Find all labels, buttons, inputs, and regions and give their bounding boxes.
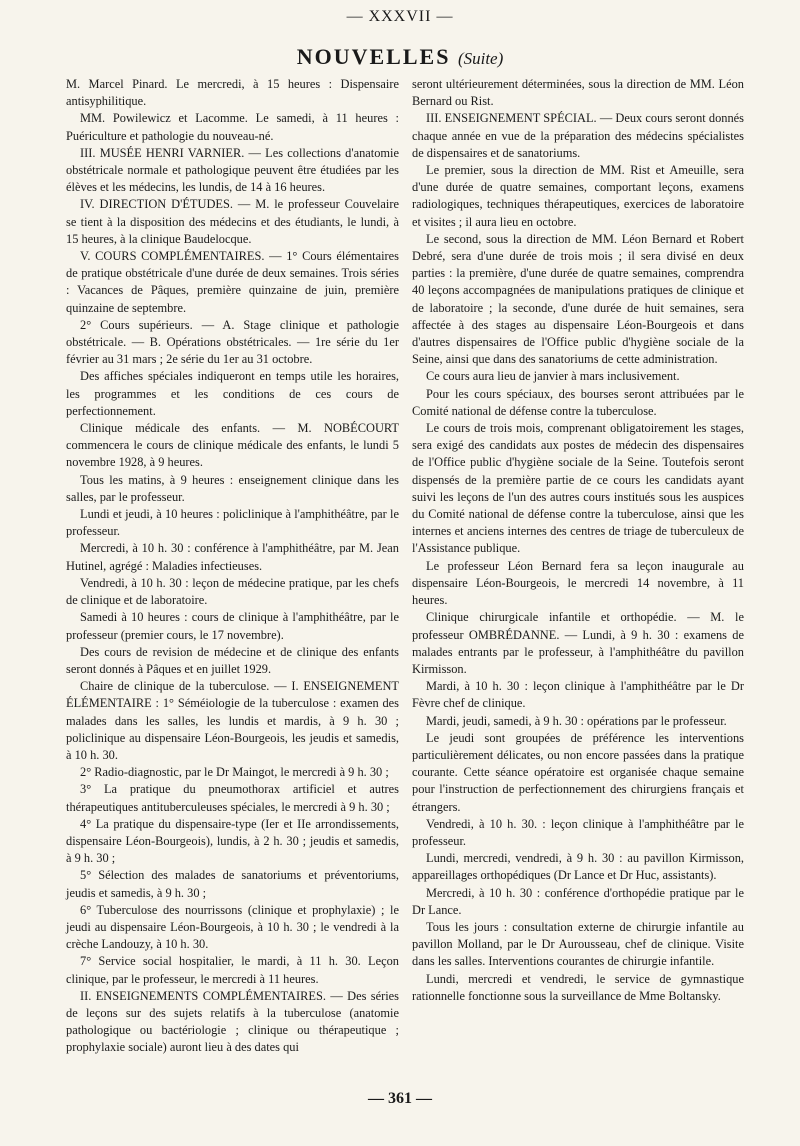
paragraph: Lundi et jeudi, à 10 heures : policlinique à l'amphithéâtre, par le professeur. xyxy=(66,507,399,539)
roman-page-number: — XXXVII — xyxy=(346,8,454,25)
paragraph: Samedi à 10 heures : cours de clinique à l'amphithéâtre, par le professeur (premier cours, le 17 novembre). xyxy=(66,610,399,642)
paragraph: Ce cours aura lieu de janvier à mars inclusivement. xyxy=(426,369,680,384)
paragraph: Le jeudi sont groupées de préférence les interventions particulièrement délicates, ou non encore passées dans la pratique courante. Cette séance opératoire est organisée chaque semaine pour l'instruction de perfectionnement des chirurgiens français et étrangers. xyxy=(412,730,744,814)
paragraph: 2° Cours supérieurs. — A. Stage clinique et pathologie obstétricale. — B. Opérations obstétricales. — 1re série du 1er février au 31 mars ; 2e série du 1er au 31 octobre. xyxy=(66,317,399,367)
paragraph: Vendredi, à 10 h. 30. : leçon clinique à l'amphithéâtre par le professeur. xyxy=(412,816,744,848)
paragraph: 3° La pratique du pneumothorax artificiel et autres thérapeutiques antituberculeuses spéciales, le mercredi à 9 h. 30 ; xyxy=(66,782,399,814)
paragraph: 5° Sélection des malades de sanatoriums et préventoriums, jeudis et samedis, à 9 h. 30 ; xyxy=(66,868,399,900)
paragraph: MM. Powilewicz et Lacomme. Le samedi, à 11 heures : Puériculture et pathologie du nouveau-né. xyxy=(66,111,399,143)
paragraph: Tous les jours : consultation externe de chirurgie infantile au pavillon Molland, par le Dr Aurousseau, chef de clinique. Visite dans les salles. Interventions courantes de chirurgie infantile. xyxy=(412,919,744,969)
paragraph: III. MUSÉE HENRI VARNIER. — Les collections d'anatomie obstétricale normale et pathologique peuvent être étudiées par les élèves et les médecins, les lundis, de 14 à 16 heures. xyxy=(66,145,399,195)
paragraph: seront ultérieurement déterminées, sous la direction de MM. Léon Bernard ou Rist. xyxy=(412,77,744,109)
paragraph: Le premier, sous la direction de MM. Rist et Ameuille, sera d'une durée de quatre semaines, comportant leçons, examens radiologiques, techniques thérapeutiques, exercices de laboratoire et visites ; il aura lieu en octobre. xyxy=(412,163,744,229)
paragraph: IV. DIRECTION D'ÉTUDES. — M. le professeur Couvelaire se tient à la disposition des médecins et des étudiants, le lundi, à 15 heures, à la clinique Baudelocque. xyxy=(66,197,399,246)
left-column xyxy=(66,76,399,1057)
title-text: NOUVELLES xyxy=(296,44,451,69)
page-number: — 361 — xyxy=(368,1090,432,1107)
paragraph: Mercredi, à 10 h. 30 : conférence d'orthopédie pratique par le Dr Lance. xyxy=(412,885,744,917)
paragraph: 6° Tuberculose des nourrissons (clinique et prophylaxie) ; le jeudi au dispensaire Léon-Bourgeois, à 10 h. 30 ; le vendredi à la crèche Landouzy, à 10 h. 30. xyxy=(66,902,399,952)
paragraph: 4° La pratique du dispensaire-type (Ier et IIe arrondissements, dispensaire Léon-Bourgeois), lundis, à 2 h. 30 ; jeudis et samedis, à 9 h. 30 ; xyxy=(66,816,399,866)
paragraph: Pour les cours spéciaux, des bourses seront attribuées par le Comité national de défense contre la tuberculose. xyxy=(412,386,744,418)
title-suite: (Suite) xyxy=(457,49,504,68)
section-title xyxy=(0,44,800,70)
paragraph: Vendredi, à 10 h. 30 : leçon de médecine pratique, par les chefs de clinique et de laboratoire. xyxy=(66,575,399,608)
paragraph: Des cours de revision de médecine et de clinique des enfants seront donnés à Pâques et en juillet 1929. xyxy=(66,644,399,676)
paragraph: Des affiches spéciales indiqueront en temps utile les horaires, les programmes et les conditions de ces cours de perfectionnement. xyxy=(66,369,399,418)
paragraph: Clinique chirurgicale infantile et orthopédie. — M. le professeur OMBRÉDANNE. — Lundi, à 9 h. 30 : examens de malades entrants par le professeur, à l'amphithéâtre du pavillon Kirmisson. xyxy=(412,610,744,676)
paragraph: Le second, sous la direction de MM. Léon Bernard et Robert Debré, sera d'une durée de trois mois ; il sera divisé en deux parties : la première, d'une durée de quatre semaines, comprendra 40 leçons accompagnées de manipulations pratiques de clinique et de laboratoire ; la seconde, d'une durée de huit semaines, sera affectée à des stages au dispensaire Léon-Bourgeois et dans d'autres dispensaires de l'Office public d'hygiène sociale de la Seine, ainsi que dans des sanatoriums de cette administration. xyxy=(412,231,744,367)
paragraph: III. ENSEIGNEMENT SPÉCIAL. — Deux cours seront donnés chaque année en vue de la préparation des médecins spécialistes de dispensaires et de sanatoriums. xyxy=(412,111,744,160)
paragraph: Lundi, mercredi, vendredi, à 9 h. 30 : au pavillon Kirmisson, appareillages orthopédiques (Dr Lance et Dr Huc, assistants). xyxy=(412,851,744,883)
paragraph: Chaire de clinique de la tuberculose. — I. ENSEIGNEMENT ÉLÉMENTAIRE : 1° Séméiologie de la tuberculose : examen des malades dans les salles, les lundis et mardis, à 9 h. 30 ; policlinique au dispensaire Léon-Bourgeois, les jeudis et samedis, à 10 h. 30. xyxy=(66,679,399,762)
paragraph: Lundi, mercredi et vendredi, le service de gymnastique rationnelle fonctionne sous la surveillance de Mme Boltansky. xyxy=(412,971,744,1003)
paragraph: Le professeur Léon Bernard fera sa leçon inaugurale au dispensaire Léon-Bourgeois, le mercredi 14 novembre, à 11 heures. xyxy=(412,558,744,608)
paragraph: Mercredi, à 10 h. 30 : conférence à l'amphithéâtre, par M. Jean Hutinel, agrégé : Maladies infectieuses. xyxy=(66,541,399,573)
paragraph: Mardi, à 10 h. 30 : leçon clinique à l'amphithéâtre par le Dr Fèvre chef de clinique. xyxy=(412,679,744,711)
right-column xyxy=(412,76,744,1005)
paragraph: 7° Service social hospitalier, le mardi, à 11 h. 30. Leçon clinique, par le professeur, le mercredi à 11 heures. xyxy=(66,954,399,986)
paragraph: Clinique médicale des enfants. — M. NOBÉCOURT commencera le cours de clinique médicale des enfants, le lundi 5 novembre 1928, à 9 heures. xyxy=(66,421,399,470)
paragraph: II. ENSEIGNEMENTS COMPLÉMENTAIRES. — Des séries de leçons sur des sujets relatifs à la tuberculose (anatomie pathologique ou bactériologie ; clinique ou thérapeutique ; prophylaxie sociale) auront lieu à des dates qui xyxy=(66,988,399,1055)
paragraph: V. COURS COMPLÉMENTAIRES. — 1° Cours élémentaires de pratique obstétricale d'une durée de deux semaines. Trois séries : Vacances de Pâques, première quinzaine de juin, première quinzaine de septembre. xyxy=(66,249,399,315)
paragraph: Tous les matins, à 9 heures : enseignement clinique dans les salles, par le professeur. xyxy=(66,472,399,504)
paragraph: Le cours de trois mois, comprenant obligatoirement les stages, sera exigé des candidats aux postes de médecin des dispensaires de l'Office public d'hygiène sociale de la Seine. Toutefois seront dispensés de la première partie de ce cours les candidats ayant suivi les leçons de l'un des autres cours institués sous les auspices du Comité national de défense contre la tuberculose, ainsi que les internes et anciens internes des centres de triage de tuberculeux de l'Assistance publique. xyxy=(412,421,744,556)
paragraph: 2° Radio-diagnostic, par le Dr Maingot, le mercredi à 9 h. 30 ; xyxy=(80,765,389,780)
paragraph: Mardi, jeudi, samedi, à 9 h. 30 : opérations par le professeur. xyxy=(426,713,727,728)
paragraph: M. Marcel Pinard. Le mercredi, à 15 heures : Dispensaire antisyphilitique. xyxy=(66,77,399,109)
